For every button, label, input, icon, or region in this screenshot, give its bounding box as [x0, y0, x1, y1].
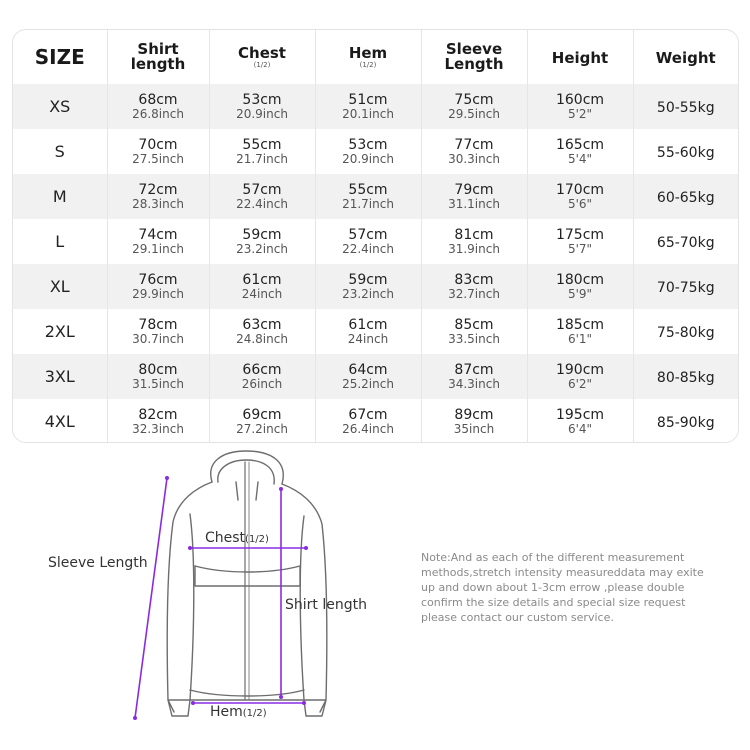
cell-shirt-length: 72cm 28.3inch [107, 174, 209, 219]
cell-weight: 55-60kg [656, 145, 715, 161]
cell-size: 4XL [13, 399, 107, 443]
header-height: Height [527, 30, 633, 84]
cell-chest: 61cm 24inch [209, 264, 315, 309]
table-row [13, 174, 738, 219]
cell-size: 2XL [13, 309, 107, 354]
cell-shirt-length: 74cm 29.1inch [107, 219, 209, 264]
cell-shirt-length: 76cm 29.9inch [107, 264, 209, 309]
cell-chest: 55cm 21.7inch [209, 129, 315, 174]
cell-size: M [13, 174, 107, 219]
table-row [13, 84, 738, 129]
cell-chest: 57cm 22.4inch [209, 174, 315, 219]
label-shirt-length: Shirt length [285, 597, 367, 613]
cell-shirt-length: 82cm 32.3inch [107, 399, 209, 443]
cell-size: XL [13, 264, 107, 309]
table-row [13, 309, 738, 354]
cell-chest: 69cm 27.2inch [209, 399, 315, 443]
cell-size: S [13, 129, 107, 174]
cell-height: 160cm 5'2" [527, 84, 633, 129]
cell-hem: 67cm 26.4inch [315, 399, 421, 443]
table-row [13, 219, 738, 264]
cell-size: XS [13, 84, 107, 129]
cell-hem: 55cm 21.7inch [315, 174, 421, 219]
cell-shirt-length: 68cm 26.8inch [107, 84, 209, 129]
cell-sleeve-length: 89cm 35inch [421, 399, 527, 443]
size-chart-table [12, 29, 739, 443]
cell-sleeve-length: 79cm 31.1inch [421, 174, 527, 219]
cell-hem: 61cm 24inch [315, 309, 421, 354]
cell-shirt-length: 70cm 27.5inch [107, 129, 209, 174]
label-sleeve-length: Sleeve Length [48, 555, 148, 571]
table-row [13, 129, 738, 174]
cell-shirt-length: 80cm 31.5inch [107, 354, 209, 399]
cell-hem: 51cm 20.1inch [315, 84, 421, 129]
cell-sleeve-length: 81cm 31.9inch [421, 219, 527, 264]
cell-height: 190cm 6'2" [527, 354, 633, 399]
label-chest: Chest(1/2) [205, 530, 269, 546]
cell-size: 3XL [13, 354, 107, 399]
cell-sleeve-length: 85cm 33.5inch [421, 309, 527, 354]
cell-weight: 80-85kg [656, 370, 715, 386]
header-shirt-length: Shirt length [107, 30, 209, 84]
header-size: SIZE [13, 30, 107, 84]
cell-weight: 65-70kg [656, 235, 715, 251]
measurement-note: Note:And as each of the different measurement methods,stretch intensity measureddata may exite up and down about 1-3cm errow ,please double confirm the size details and special size request please contact our custom service. [421, 551, 704, 624]
cell-weight: 75-80kg [656, 325, 715, 341]
cell-sleeve-length: 83cm 32.7inch [421, 264, 527, 309]
table-row [13, 264, 738, 309]
cell-hem: 64cm 25.2inch [315, 354, 421, 399]
cell-height: 165cm 5'4" [527, 129, 633, 174]
cell-size: L [13, 219, 107, 264]
table-row [13, 354, 738, 399]
cell-hem: 57cm 22.4inch [315, 219, 421, 264]
label-hem: Hem(1/2) [210, 704, 267, 720]
cell-weight: 70-75kg [656, 280, 715, 296]
cell-sleeve-length: 87cm 34.3inch [421, 354, 527, 399]
cell-weight: 50-55kg [656, 100, 715, 116]
cell-chest: 59cm 23.2inch [209, 219, 315, 264]
cell-hem: 59cm 23.2inch [315, 264, 421, 309]
cell-weight: 60-65kg [656, 190, 715, 206]
cell-chest: 63cm 24.8inch [209, 309, 315, 354]
table-row [13, 399, 738, 443]
header-sleeve-length: Sleeve Length [421, 30, 527, 84]
cell-sleeve-length: 77cm 30.3inch [421, 129, 527, 174]
cell-weight: 85-90kg [656, 415, 715, 431]
cell-chest: 53cm 20.9inch [209, 84, 315, 129]
table-header-row [13, 30, 738, 84]
cell-sleeve-length: 75cm 29.5inch [421, 84, 527, 129]
header-hem: Hem (1/2) [315, 30, 421, 84]
cell-height: 170cm 5'6" [527, 174, 633, 219]
cell-shirt-length: 78cm 30.7inch [107, 309, 209, 354]
header-chest: Chest (1/2) [209, 30, 315, 84]
cell-height: 195cm 6'4" [527, 399, 633, 443]
cell-height: 175cm 5'7" [527, 219, 633, 264]
cell-chest: 66cm 26inch [209, 354, 315, 399]
header-weight: Weight [655, 48, 716, 67]
cell-height: 185cm 6'1" [527, 309, 633, 354]
cell-hem: 53cm 20.9inch [315, 129, 421, 174]
cell-height: 180cm 5'9" [527, 264, 633, 309]
